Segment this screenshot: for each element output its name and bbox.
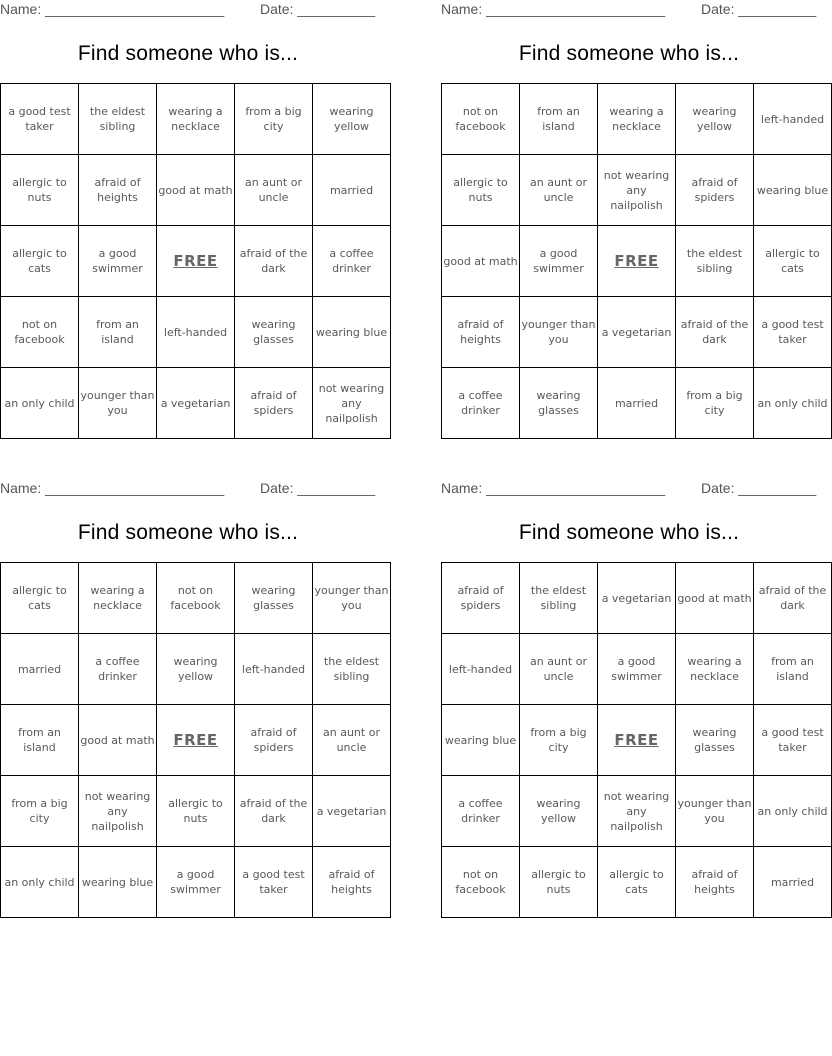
bingo-cell[interactable]: allergic to nuts	[1, 155, 79, 226]
bingo-cell[interactable]: from a big city	[520, 705, 598, 776]
bingo-cell[interactable]: a vegetarian	[157, 368, 235, 439]
bingo-grid	[0, 83, 391, 439]
date-field-label[interactable]: Date: __________	[260, 1, 376, 17]
bingo-cell[interactable]: an aunt or uncle	[520, 155, 598, 226]
bingo-cell[interactable]: a good test taker	[754, 297, 832, 368]
bingo-row	[1, 563, 391, 634]
name-date-row	[441, 480, 817, 500]
name-field-label[interactable]: Name: _______________________	[441, 1, 666, 17]
bingo-cell[interactable]: younger than you	[676, 776, 754, 847]
bingo-cell[interactable]: an only child	[754, 776, 832, 847]
bingo-cell[interactable]: afraid of the dark	[235, 776, 313, 847]
card-title: Find someone who is...	[518, 521, 740, 544]
bingo-cell[interactable]: left-handed	[442, 634, 520, 705]
bingo-cell[interactable]: not wearing any nailpolish	[79, 776, 157, 847]
bingo-cell[interactable]: an aunt or uncle	[313, 705, 391, 776]
bingo-cell[interactable]: afraid of the dark	[235, 226, 313, 297]
bingo-row	[442, 155, 832, 226]
bingo-cell[interactable]: allergic to nuts	[442, 155, 520, 226]
bingo-cell[interactable]: allergic to cats	[598, 847, 676, 918]
bingo-cell[interactable]: afraid of spiders	[235, 368, 313, 439]
bingo-cell[interactable]: wearing a necklace	[676, 634, 754, 705]
bingo-cell[interactable]: afraid of heights	[79, 155, 157, 226]
bingo-cell[interactable]: left-handed	[157, 297, 235, 368]
bingo-cell[interactable]: married	[598, 368, 676, 439]
free-space-cell[interactable]: FREE	[157, 705, 235, 776]
free-space-cell[interactable]: FREE	[157, 226, 235, 297]
name-date-row	[0, 480, 376, 500]
bingo-cell[interactable]: good at math	[79, 705, 157, 776]
bingo-cell[interactable]: an aunt or uncle	[235, 155, 313, 226]
name-field-label[interactable]: Name: _______________________	[0, 480, 225, 496]
bingo-cell[interactable]: wearing yellow	[157, 634, 235, 705]
bingo-cell[interactable]: a vegetarian	[598, 297, 676, 368]
bingo-row	[1, 847, 391, 918]
bingo-cell[interactable]: wearing a necklace	[79, 563, 157, 634]
bingo-grid	[441, 562, 832, 918]
bingo-row	[442, 226, 832, 297]
bingo-row	[442, 297, 832, 368]
bingo-grid	[0, 562, 391, 918]
bingo-cell[interactable]: good at math	[442, 226, 520, 297]
name-field-label[interactable]: Name: _______________________	[0, 1, 225, 17]
bingo-cell[interactable]: afraid of the dark	[754, 563, 832, 634]
bingo-cell[interactable]: a good swimmer	[79, 226, 157, 297]
card-title: Find someone who is...	[77, 521, 299, 544]
bingo-row	[1, 226, 391, 297]
card-title: Find someone who is...	[77, 42, 299, 65]
bingo-cell[interactable]: good at math	[157, 155, 235, 226]
free-space-cell[interactable]: FREE	[598, 226, 676, 297]
bingo-row	[442, 847, 832, 918]
bingo-cell[interactable]: wearing blue	[754, 155, 832, 226]
bingo-cell[interactable]: married	[754, 847, 832, 918]
bingo-cell[interactable]: from an island	[520, 84, 598, 155]
bingo-cell[interactable]: the eldest sibling	[79, 84, 157, 155]
bingo-cell[interactable]: married	[1, 634, 79, 705]
bingo-cell[interactable]: a good swimmer	[520, 226, 598, 297]
bingo-cell[interactable]: the eldest sibling	[313, 634, 391, 705]
bingo-row	[442, 634, 832, 705]
bingo-cell[interactable]: wearing blue	[313, 297, 391, 368]
bingo-cell[interactable]: good at math	[676, 563, 754, 634]
bingo-cell[interactable]: an only child	[1, 368, 79, 439]
bingo-cell[interactable]: from an island	[79, 297, 157, 368]
card-title: Find someone who is...	[518, 42, 740, 65]
bingo-cell[interactable]: from a big city	[1, 776, 79, 847]
bingo-cell[interactable]: a good swimmer	[157, 847, 235, 918]
bingo-cell[interactable]: not on facebook	[442, 847, 520, 918]
bingo-cell[interactable]: wearing glasses	[676, 705, 754, 776]
bingo-cell[interactable]: left-handed	[235, 634, 313, 705]
bingo-row	[1, 84, 391, 155]
bingo-cell[interactable]: wearing blue	[442, 705, 520, 776]
bingo-cell[interactable]: an aunt or uncle	[520, 634, 598, 705]
bingo-row	[1, 705, 391, 776]
bingo-cell[interactable]: a vegetarian	[598, 563, 676, 634]
name-date-row	[0, 1, 376, 21]
bingo-cell[interactable]: left-handed	[754, 84, 832, 155]
bingo-cell[interactable]: not on facebook	[442, 84, 520, 155]
bingo-cell[interactable]: not on facebook	[1, 297, 79, 368]
bingo-cell[interactable]: allergic to cats	[754, 226, 832, 297]
bingo-cell[interactable]: afraid of the dark	[676, 297, 754, 368]
bingo-cell[interactable]: younger than you	[79, 368, 157, 439]
bingo-cell[interactable]: not wearing any nailpolish	[598, 776, 676, 847]
bingo-cell[interactable]: wearing yellow	[676, 84, 754, 155]
bingo-cell[interactable]: from an island	[754, 634, 832, 705]
bingo-cell[interactable]: a coffee drinker	[313, 226, 391, 297]
name-date-row	[441, 1, 817, 21]
bingo-row	[1, 155, 391, 226]
bingo-cell[interactable]: from a big city	[235, 84, 313, 155]
bingo-cell[interactable]: wearing glasses	[520, 368, 598, 439]
bingo-cell[interactable]: the eldest sibling	[676, 226, 754, 297]
date-field-label[interactable]: Date: __________	[701, 480, 817, 496]
bingo-row	[442, 776, 832, 847]
bingo-cell[interactable]: a good test taker	[235, 847, 313, 918]
bingo-row	[1, 368, 391, 439]
bingo-cell[interactable]: a vegetarian	[313, 776, 391, 847]
bingo-row	[442, 705, 832, 776]
free-space-cell[interactable]: FREE	[598, 705, 676, 776]
bingo-cell[interactable]: not wearing any nailpolish	[313, 368, 391, 439]
bingo-cell[interactable]: a coffee drinker	[79, 634, 157, 705]
bingo-row	[1, 776, 391, 847]
bingo-row	[1, 634, 391, 705]
bingo-cell[interactable]: younger than you	[520, 297, 598, 368]
bingo-cell[interactable]: a good test taker	[754, 705, 832, 776]
bingo-cell[interactable]: wearing glasses	[235, 563, 313, 634]
bingo-cell[interactable]: a coffee drinker	[442, 368, 520, 439]
bingo-cell[interactable]: from a big city	[676, 368, 754, 439]
bingo-cell[interactable]: not on facebook	[157, 563, 235, 634]
bingo-grid	[441, 83, 832, 439]
bingo-cell[interactable]: afraid of spiders	[442, 563, 520, 634]
bingo-cell[interactable]: afraid of spiders	[235, 705, 313, 776]
bingo-row	[442, 368, 832, 439]
bingo-row	[442, 563, 832, 634]
bingo-cell[interactable]: wearing glasses	[235, 297, 313, 368]
bingo-cell[interactable]: wearing yellow	[313, 84, 391, 155]
bingo-cell[interactable]: wearing blue	[79, 847, 157, 918]
bingo-cell[interactable]: afraid of heights	[676, 847, 754, 918]
bingo-cell[interactable]: married	[313, 155, 391, 226]
bingo-cell[interactable]: a coffee drinker	[442, 776, 520, 847]
bingo-cell[interactable]: a good swimmer	[598, 634, 676, 705]
name-field-label[interactable]: Name: _______________________	[441, 480, 666, 496]
bingo-cell[interactable]: afraid of heights	[442, 297, 520, 368]
date-field-label[interactable]: Date: __________	[260, 480, 376, 496]
bingo-cell[interactable]: afraid of spiders	[676, 155, 754, 226]
bingo-cell[interactable]: from an island	[1, 705, 79, 776]
bingo-cell[interactable]: allergic to nuts	[520, 847, 598, 918]
bingo-row	[1, 297, 391, 368]
bingo-cell[interactable]: an only child	[754, 368, 832, 439]
bingo-row	[442, 84, 832, 155]
bingo-cell[interactable]: not wearing any nailpolish	[598, 155, 676, 226]
bingo-cell[interactable]: wearing a necklace	[157, 84, 235, 155]
bingo-cell[interactable]: the eldest sibling	[520, 563, 598, 634]
bingo-cell[interactable]: a good test taker	[1, 84, 79, 155]
bingo-cell[interactable]: an only child	[1, 847, 79, 918]
bingo-cell[interactable]: wearing yellow	[520, 776, 598, 847]
bingo-cell[interactable]: younger than you	[313, 563, 391, 634]
bingo-cell[interactable]: allergic to nuts	[157, 776, 235, 847]
date-field-label[interactable]: Date: __________	[701, 1, 817, 17]
bingo-cell[interactable]: allergic to cats	[1, 563, 79, 634]
bingo-cell[interactable]: afraid of heights	[313, 847, 391, 918]
bingo-cell[interactable]: wearing a necklace	[598, 84, 676, 155]
bingo-cell[interactable]: allergic to cats	[1, 226, 79, 297]
